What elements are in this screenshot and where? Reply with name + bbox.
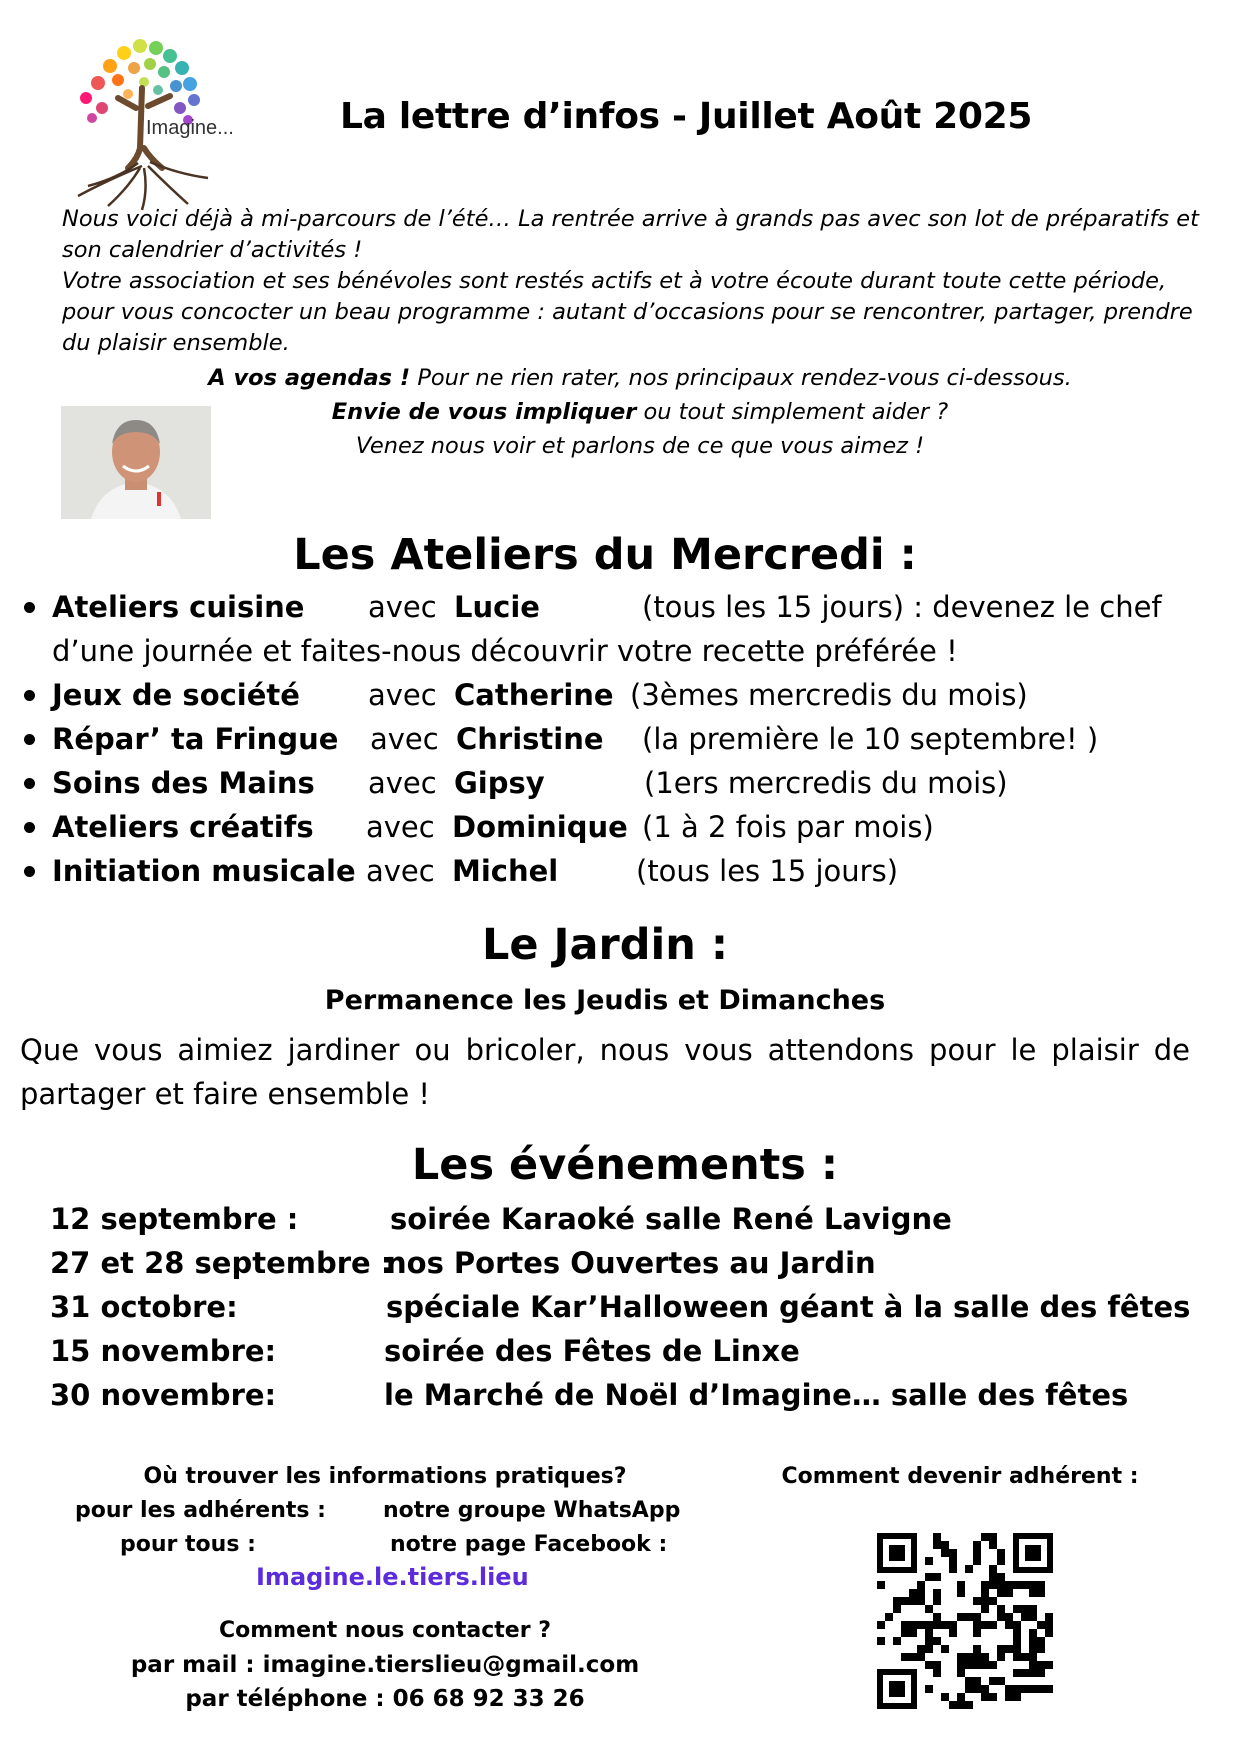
ateliers-list bbox=[20, 590, 1230, 898]
contact-title: Comment nous contacter ? bbox=[219, 1618, 551, 1643]
event-row: 31 octobre: spéciale Kar’Halloween géant à la salle des fêtes bbox=[50, 1290, 1191, 1324]
members-value: notre groupe WhatsApp bbox=[383, 1498, 681, 1523]
event-row: 15 novembre: soirée des Fêtes de Linxe bbox=[50, 1334, 800, 1368]
jardin-subheading: Permanence les Jeudis et Dimanches bbox=[324, 985, 886, 1016]
list-item: Ateliers créatifs avec Dominique (1 à 2 fois par mois) bbox=[20, 810, 1230, 854]
intro-text bbox=[62, 204, 1202, 359]
qr-code[interactable] bbox=[877, 1533, 1053, 1709]
jardin-heading: Le Jardin : bbox=[481, 920, 729, 970]
event-row: 27 et 28 septembre : nos Portes Ouvertes au Jardin bbox=[50, 1246, 876, 1280]
ateliers-heading: Les Ateliers du Mercredi : bbox=[293, 530, 917, 580]
events-list bbox=[50, 1202, 1230, 1422]
list-item: Jeux de société avec Catherine (3èmes mercredis du mois) bbox=[20, 678, 1230, 722]
evenements-heading: Les événements : bbox=[411, 1140, 839, 1190]
list-item: Répar’ ta Fringue avec Christine (la première le 10 septembre! ) bbox=[20, 722, 1230, 766]
list-item: Soins des Mains avec Gipsy (1ers mercredis du mois) bbox=[20, 766, 1230, 810]
agenda-line: A vos agendas ! Pour ne rien rater, nos principaux rendez-vous ci-dessous. bbox=[208, 365, 1072, 391]
envie-line: Envie de vous impliquer ou tout simplement aider ? bbox=[331, 399, 949, 425]
join-title: Comment devenir adhérent : bbox=[781, 1464, 1139, 1489]
list-item: Ateliers cuisine avec Lucie (tous les 15 jours) : devenez le chef bbox=[20, 590, 1230, 634]
jardin-text: Que vous aimiez jardiner ou bricoler, nous vous attendons pour le plaisir de partager et faire ensemble ! bbox=[20, 1033, 1190, 1111]
list-item-continuation: d’une journée et faites-nous découvrir votre recette préférée ! bbox=[52, 634, 958, 668]
list-item: Initiation musicale avec Michel (tous les 15 jours) bbox=[20, 854, 1230, 898]
bullet-icon bbox=[24, 778, 35, 789]
bullet-icon bbox=[24, 602, 35, 613]
venez-line: Venez nous voir et parlons de ce que vous aimez ! bbox=[355, 433, 925, 459]
svg-text:Imagine...: Imagine... bbox=[146, 117, 234, 139]
contact-phone: par téléphone : 06 68 92 33 26 bbox=[185, 1686, 585, 1712]
event-row: 12 septembre : soirée Karaoké salle René Lavigne bbox=[50, 1202, 952, 1236]
all-value: notre page Facebook : bbox=[390, 1532, 668, 1557]
intro-para-2: Votre association et ses bénévoles sont restés actifs et à votre écoute durant toute cette période, pour vous concocter un beau programme : autant d’occasions pour se rencontrer, partager, prendre du plaisir ensemble. bbox=[62, 268, 1193, 356]
bullet-icon bbox=[24, 866, 35, 877]
intro-para-1: Nous voici déjà à mi-parcours de l’été… La rentrée arrive à grands pas avec son lot de préparatifs et son calendrier d’activités ! bbox=[62, 206, 1199, 263]
imagine-logo bbox=[58, 28, 248, 213]
bullet-icon bbox=[24, 822, 35, 833]
bullet-icon bbox=[24, 690, 35, 701]
members-label: pour les adhérents : bbox=[75, 1498, 326, 1523]
where-title: Où trouver les informations pratiques? bbox=[143, 1464, 627, 1489]
facebook-link[interactable]: Imagine.le.tiers.lieu bbox=[256, 1563, 529, 1591]
event-row: 30 novembre: le Marché de Noël d’Imagine… salle des fêtes bbox=[50, 1378, 1129, 1412]
newsletter-title: La lettre d’infos - Juillet Août 2025 bbox=[340, 96, 1033, 137]
bullet-icon bbox=[24, 734, 35, 745]
contact-mail[interactable]: par mail : imagine.tierslieu@gmail.com bbox=[130, 1652, 640, 1678]
all-label: pour tous : bbox=[120, 1532, 256, 1557]
portrait-photo bbox=[61, 406, 211, 519]
